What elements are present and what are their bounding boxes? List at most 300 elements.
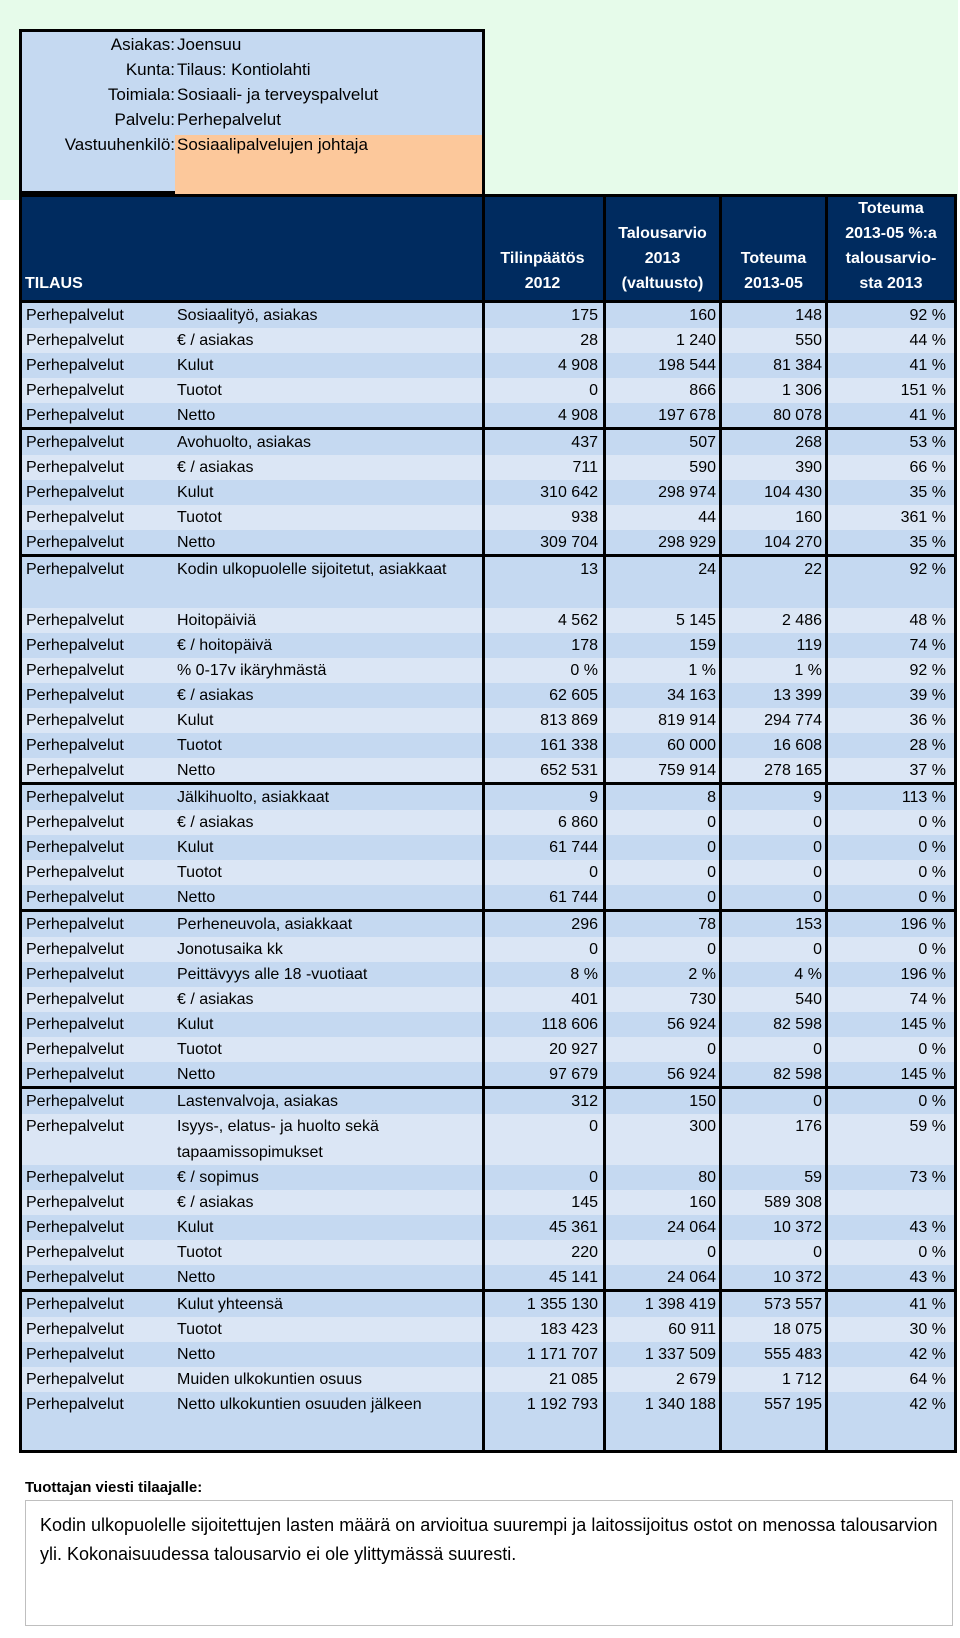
header-toteuma: Toteuma 2013-05 xyxy=(740,250,807,292)
row-measure: Netto xyxy=(177,762,216,779)
table-row xyxy=(22,733,954,758)
value-tilinpaatos-2012: 21 085 xyxy=(549,1371,598,1388)
value-toteuma-percent: 0 % xyxy=(918,1244,946,1261)
info-row xyxy=(22,82,482,108)
row-measure: Kodin ulkopuolelle sijoitetut, asiakkaat xyxy=(177,561,447,578)
value-toteuma-2013-05: 160 xyxy=(795,509,822,526)
value-toteuma-2013-05: 10 372 xyxy=(773,1219,822,1236)
value-talousarvio-2013: 34 163 xyxy=(667,687,716,704)
row-measure: Kulut xyxy=(177,357,214,374)
value-tilinpaatos-2012: 0 xyxy=(589,382,598,399)
value-toteuma-2013-05: 16 608 xyxy=(773,737,822,754)
value-toteuma-2013-05: 119 xyxy=(796,637,822,654)
value-tilinpaatos-2012: 8 % xyxy=(570,966,598,983)
value-tilinpaatos-2012: 6 860 xyxy=(557,814,598,831)
row-service: Perhepalvelut xyxy=(26,612,124,629)
row-service: Perhepalvelut xyxy=(26,762,124,779)
row-measure: Sosiaalityö, asiakas xyxy=(177,307,318,324)
value-toteuma-percent: 53 % xyxy=(909,434,946,451)
value-talousarvio-2013: 298 929 xyxy=(658,534,716,551)
value-toteuma-percent: 151 % xyxy=(900,382,946,399)
table-row xyxy=(22,1289,954,1317)
value-toteuma-2013-05: 550 xyxy=(795,332,822,349)
row-measure: Perheneuvola, asiakkaat xyxy=(177,916,353,933)
info-label: Asiakas: xyxy=(110,35,175,54)
value-toteuma-percent: 73 % xyxy=(909,1169,946,1186)
value-toteuma-2013-05: 18 075 xyxy=(773,1321,822,1338)
row-service: Perhepalvelut xyxy=(26,1169,124,1186)
value-tilinpaatos-2012: 312 xyxy=(571,1093,598,1110)
row-measure: Netto xyxy=(177,1346,216,1363)
value-toteuma-2013-05: 0 xyxy=(813,941,822,958)
value-toteuma-percent: 48 % xyxy=(909,612,946,629)
info-label: Toimiala: xyxy=(107,85,175,104)
value-talousarvio-2013: 1 337 509 xyxy=(644,1346,716,1363)
value-toteuma-2013-05: 278 165 xyxy=(764,762,822,779)
value-talousarvio-2013: 0 xyxy=(707,864,716,881)
value-tilinpaatos-2012: 0 xyxy=(589,1169,598,1186)
value-toteuma-percent: 42 % xyxy=(909,1396,946,1413)
row-service: Perhepalvelut xyxy=(26,991,124,1008)
table-row xyxy=(22,1165,954,1190)
table-row xyxy=(22,554,954,608)
table-row xyxy=(22,303,954,328)
row-measure: Tuotot xyxy=(177,1321,222,1338)
value-tilinpaatos-2012: 309 704 xyxy=(540,534,598,551)
value-toteuma-percent: 35 % xyxy=(909,534,946,551)
row-measure: Kulut xyxy=(177,1219,214,1236)
value-toteuma-percent: 74 % xyxy=(909,991,946,1008)
table-row xyxy=(22,810,954,835)
row-measure: Netto xyxy=(177,1066,216,1083)
row-measure: Netto xyxy=(177,407,216,424)
table-row xyxy=(22,1392,954,1417)
value-talousarvio-2013: 8 xyxy=(707,789,716,806)
row-measure: Netto xyxy=(177,1269,216,1286)
row-service: Perhepalvelut xyxy=(26,332,124,349)
value-talousarvio-2013: 2 679 xyxy=(675,1371,716,1388)
value-talousarvio-2013: 24 064 xyxy=(667,1219,716,1236)
value-tilinpaatos-2012: 401 xyxy=(571,991,598,1008)
value-toteuma-percent: 145 % xyxy=(900,1066,946,1083)
row-service: Perhepalvelut xyxy=(26,1371,124,1388)
info-row xyxy=(22,107,482,133)
table-row xyxy=(22,608,954,633)
value-toteuma-2013-05: 1 712 xyxy=(781,1371,822,1388)
row-measure: % 0-17v ikäryhmästä xyxy=(177,662,327,679)
table-row xyxy=(22,758,954,783)
value-toteuma-percent: 30 % xyxy=(909,1321,946,1338)
value-toteuma-2013-05: 9 xyxy=(813,789,822,806)
column-divider xyxy=(825,197,828,1450)
value-talousarvio-2013: 819 914 xyxy=(658,712,716,729)
table-row xyxy=(22,353,954,378)
table-row xyxy=(22,505,954,530)
info-label: Vastuuhenkilö: xyxy=(64,135,175,154)
value-talousarvio-2013: 0 xyxy=(707,889,716,906)
row-measure: Isyys-, elatus- ja huolto sekä tapaamissopimukset xyxy=(177,1118,379,1161)
value-toteuma-percent: 43 % xyxy=(909,1219,946,1236)
value-toteuma-2013-05: 573 557 xyxy=(764,1296,822,1313)
value-talousarvio-2013: 2 % xyxy=(688,966,716,983)
value-toteuma-percent: 64 % xyxy=(909,1371,946,1388)
value-talousarvio-2013: 759 914 xyxy=(658,762,716,779)
info-panel xyxy=(19,29,485,194)
value-talousarvio-2013: 0 xyxy=(707,1244,716,1261)
row-service: Perhepalvelut xyxy=(26,307,124,324)
value-tilinpaatos-2012: 0 xyxy=(589,1118,598,1135)
table-row xyxy=(22,1114,954,1165)
row-measure: Muiden ulkokuntien osuus xyxy=(177,1371,363,1388)
row-service: Perhepalvelut xyxy=(26,1066,124,1083)
row-service: Perhepalvelut xyxy=(26,407,124,424)
row-service: Perhepalvelut xyxy=(26,1346,124,1363)
value-toteuma-2013-05: 82 598 xyxy=(773,1016,822,1033)
value-toteuma-percent: 41 % xyxy=(909,357,946,374)
row-measure: Kulut xyxy=(177,1016,214,1033)
row-service: Perhepalvelut xyxy=(26,916,124,933)
value-talousarvio-2013: 60 911 xyxy=(668,1321,716,1338)
value-toteuma-percent: 35 % xyxy=(909,484,946,501)
row-measure: Netto xyxy=(177,889,216,906)
header-talousarvio: Talousarvio 2013 (valtuusto) xyxy=(618,225,707,292)
row-measure: Tuotot xyxy=(177,864,222,881)
table-row xyxy=(22,782,954,810)
row-service: Perhepalvelut xyxy=(26,966,124,983)
value-talousarvio-2013: 60 000 xyxy=(667,737,716,754)
row-service: Perhepalvelut xyxy=(26,662,124,679)
value-toteuma-percent: 92 % xyxy=(909,307,946,324)
value-toteuma-percent: 43 % xyxy=(909,1269,946,1286)
info-value: Sosiaali- ja terveyspalvelut xyxy=(177,85,379,104)
value-toteuma-2013-05: 0 xyxy=(813,864,822,881)
row-service: Perhepalvelut xyxy=(26,1296,124,1313)
value-toteuma-2013-05: 1 306 xyxy=(781,382,822,399)
value-toteuma-2013-05: 294 774 xyxy=(764,712,822,729)
value-toteuma-percent: 0 % xyxy=(918,864,946,881)
row-service: Perhepalvelut xyxy=(26,712,124,729)
table-row xyxy=(22,987,954,1012)
info-row xyxy=(22,132,482,158)
value-toteuma-percent: 0 % xyxy=(918,889,946,906)
value-toteuma-percent: 59 % xyxy=(909,1118,946,1135)
value-toteuma-2013-05: 0 xyxy=(813,814,822,831)
info-row xyxy=(22,32,482,58)
row-measure: € / hoitopäivä xyxy=(177,637,273,654)
info-label: Palvelu: xyxy=(114,110,175,129)
row-service: Perhepalvelut xyxy=(26,561,124,578)
table-row xyxy=(22,1190,954,1215)
table-row xyxy=(22,328,954,353)
row-service: Perhepalvelut xyxy=(26,941,124,958)
row-service: Perhepalvelut xyxy=(26,1194,124,1211)
report-table xyxy=(19,194,957,1453)
value-tilinpaatos-2012: 0 xyxy=(589,941,598,958)
value-toteuma-percent: 92 % xyxy=(909,561,946,578)
table-row xyxy=(22,427,954,455)
value-talousarvio-2013: 0 xyxy=(707,941,716,958)
row-measure: € / sopimus xyxy=(177,1169,259,1186)
value-toteuma-percent: 0 % xyxy=(918,1041,946,1058)
column-divider xyxy=(603,197,606,1450)
value-toteuma-2013-05: 81 384 xyxy=(773,357,822,374)
row-service: Perhepalvelut xyxy=(26,737,124,754)
value-talousarvio-2013: 0 xyxy=(707,814,716,831)
value-tilinpaatos-2012: 437 xyxy=(571,434,598,451)
value-tilinpaatos-2012: 1 355 130 xyxy=(526,1296,598,1313)
row-measure: Tuotot xyxy=(177,509,222,526)
row-measure: Peittävyys alle 18 -vuotiaat xyxy=(177,966,368,983)
value-toteuma-percent: 196 % xyxy=(900,916,946,933)
table-header xyxy=(22,197,954,303)
value-toteuma-percent: 44 % xyxy=(909,332,946,349)
value-talousarvio-2013: 44 xyxy=(698,509,716,526)
info-value: Perhepalvelut xyxy=(177,110,281,129)
value-toteuma-2013-05: 176 xyxy=(795,1118,822,1135)
value-talousarvio-2013: 24 064 xyxy=(667,1269,716,1286)
header-tilinpaatos: Tilinpäätös 2012 xyxy=(500,250,585,292)
value-toteuma-2013-05: 390 xyxy=(795,459,822,476)
value-talousarvio-2013: 78 xyxy=(698,916,716,933)
header-toteuma-pct: Toteuma 2013-05 %:a talousarvio- sta 2013 xyxy=(845,200,937,292)
row-measure: Kulut yhteensä xyxy=(177,1296,283,1313)
row-measure: € / asiakas xyxy=(177,1194,254,1211)
value-toteuma-percent: 0 % xyxy=(918,941,946,958)
row-service: Perhepalvelut xyxy=(26,1016,124,1033)
row-measure: Jonotusaika kk xyxy=(177,941,283,958)
row-measure: Hoitopäiviä xyxy=(177,612,257,629)
value-tilinpaatos-2012: 97 679 xyxy=(549,1066,598,1083)
value-talousarvio-2013: 866 xyxy=(689,382,716,399)
message-title: Tuottajan viesti tilaajalle: xyxy=(25,1479,203,1496)
info-value: Sosiaalipalvelujen johtaja xyxy=(177,135,368,154)
value-talousarvio-2013: 590 xyxy=(689,459,716,476)
value-toteuma-percent: 74 % xyxy=(909,637,946,654)
value-talousarvio-2013: 1 240 xyxy=(675,332,716,349)
value-toteuma-percent: 113 % xyxy=(901,789,946,806)
value-tilinpaatos-2012: 652 531 xyxy=(540,762,598,779)
value-toteuma-2013-05: 557 195 xyxy=(764,1396,822,1413)
value-tilinpaatos-2012: 310 642 xyxy=(540,484,598,501)
value-tilinpaatos-2012: 183 423 xyxy=(540,1321,598,1338)
value-tilinpaatos-2012: 296 xyxy=(571,916,598,933)
table-row xyxy=(22,1367,954,1392)
value-toteuma-percent: 28 % xyxy=(909,737,946,754)
value-talousarvio-2013: 0 xyxy=(707,1041,716,1058)
value-tilinpaatos-2012: 61 744 xyxy=(549,839,598,856)
row-service: Perhepalvelut xyxy=(26,637,124,654)
row-service: Perhepalvelut xyxy=(26,1093,124,1110)
row-service: Perhepalvelut xyxy=(26,357,124,374)
value-talousarvio-2013: 24 xyxy=(698,561,716,578)
value-toteuma-2013-05: 104 430 xyxy=(764,484,822,501)
value-toteuma-2013-05: 59 xyxy=(804,1169,822,1186)
value-talousarvio-2013: 0 xyxy=(707,839,716,856)
table-row xyxy=(22,480,954,505)
value-tilinpaatos-2012: 1 192 793 xyxy=(526,1396,598,1413)
value-toteuma-percent: 92 % xyxy=(909,662,946,679)
value-tilinpaatos-2012: 178 xyxy=(571,637,598,654)
row-measure: € / asiakas xyxy=(177,814,254,831)
row-measure: Netto xyxy=(177,534,216,551)
row-service: Perhepalvelut xyxy=(26,1321,124,1338)
value-toteuma-2013-05: 148 xyxy=(795,307,822,324)
value-tilinpaatos-2012: 118 606 xyxy=(541,1016,598,1033)
table-row xyxy=(22,683,954,708)
value-talousarvio-2013: 80 xyxy=(698,1169,716,1186)
value-tilinpaatos-2012: 0 xyxy=(589,864,598,881)
value-tilinpaatos-2012: 4 562 xyxy=(557,612,598,629)
table-row xyxy=(22,1037,954,1062)
value-toteuma-percent: 39 % xyxy=(909,687,946,704)
value-tilinpaatos-2012: 0 % xyxy=(570,662,598,679)
row-measure: Lastenvalvoja, asiakas xyxy=(177,1093,338,1110)
value-toteuma-2013-05: 2 486 xyxy=(781,612,822,629)
value-toteuma-2013-05: 589 308 xyxy=(764,1194,822,1211)
value-tilinpaatos-2012: 145 xyxy=(571,1194,598,1211)
row-measure: Tuotot xyxy=(177,1041,222,1058)
column-divider xyxy=(482,197,485,1450)
row-measure: € / asiakas xyxy=(177,991,254,1008)
value-toteuma-2013-05: 0 xyxy=(813,1244,822,1261)
row-service: Perhepalvelut xyxy=(26,382,124,399)
value-toteuma-percent: 361 % xyxy=(900,509,946,526)
value-talousarvio-2013: 56 924 xyxy=(667,1066,716,1083)
info-value: Joensuu xyxy=(177,35,242,54)
row-service: Perhepalvelut xyxy=(26,534,124,551)
value-talousarvio-2013: 300 xyxy=(689,1118,716,1135)
row-measure: Kulut xyxy=(177,839,214,856)
row-service: Perhepalvelut xyxy=(26,459,124,476)
value-toteuma-2013-05: 4 % xyxy=(794,966,822,983)
value-tilinpaatos-2012: 13 xyxy=(580,561,598,578)
value-toteuma-percent: 42 % xyxy=(909,1346,946,1363)
message-text: Kodin ulkopuolelle sijoitettujen lasten määrä on arvioitua suurempi ja laitossijoitus ostot on menossa talousarvion yli. Kokonaisuudessa talousarvio ei ole ylittymässä suuresti. xyxy=(40,1515,938,1564)
row-service: Perhepalvelut xyxy=(26,1118,124,1135)
value-talousarvio-2013: 198 544 xyxy=(658,357,716,374)
message-box xyxy=(25,1500,953,1626)
table-row xyxy=(22,1215,954,1240)
value-tilinpaatos-2012: 61 744 xyxy=(549,889,598,906)
value-toteuma-percent: 41 % xyxy=(909,1296,946,1313)
row-service: Perhepalvelut xyxy=(26,509,124,526)
table-row xyxy=(22,708,954,733)
row-service: Perhepalvelut xyxy=(26,1041,124,1058)
row-service: Perhepalvelut xyxy=(26,434,124,451)
value-talousarvio-2013: 150 xyxy=(689,1093,716,1110)
value-tilinpaatos-2012: 161 338 xyxy=(540,737,598,754)
row-service: Perhepalvelut xyxy=(26,1269,124,1286)
value-toteuma-percent: 0 % xyxy=(918,839,946,856)
value-tilinpaatos-2012: 4 908 xyxy=(557,357,598,374)
table-row xyxy=(22,658,954,683)
value-tilinpaatos-2012: 220 xyxy=(571,1244,598,1261)
value-toteuma-2013-05: 10 372 xyxy=(773,1269,822,1286)
value-tilinpaatos-2012: 175 xyxy=(571,307,598,324)
row-measure: Kulut xyxy=(177,484,214,501)
table-row xyxy=(22,937,954,962)
table-row xyxy=(22,860,954,885)
value-tilinpaatos-2012: 9 xyxy=(589,789,598,806)
value-toteuma-2013-05: 22 xyxy=(804,561,822,578)
value-toteuma-2013-05: 153 xyxy=(795,916,822,933)
row-measure: € / asiakas xyxy=(177,459,254,476)
row-measure: Jälkihuolto, asiakkaat xyxy=(177,789,330,806)
row-measure: Tuotot xyxy=(177,1244,222,1261)
column-divider xyxy=(719,197,722,1450)
row-service: Perhepalvelut xyxy=(26,687,124,704)
value-toteuma-percent: 196 % xyxy=(900,966,946,983)
table-row xyxy=(22,633,954,658)
table-row xyxy=(22,885,954,910)
value-toteuma-percent: 41 % xyxy=(909,407,946,424)
value-toteuma-2013-05: 0 xyxy=(813,889,822,906)
table-row xyxy=(22,1317,954,1342)
value-toteuma-2013-05: 540 xyxy=(795,991,822,1008)
value-tilinpaatos-2012: 28 xyxy=(580,332,598,349)
value-talousarvio-2013: 159 xyxy=(689,637,716,654)
row-service: Perhepalvelut xyxy=(26,1219,124,1236)
row-measure: € / asiakas xyxy=(177,687,254,704)
table-row xyxy=(22,1086,954,1114)
value-toteuma-2013-05: 555 483 xyxy=(764,1346,822,1363)
row-service: Perhepalvelut xyxy=(26,789,124,806)
table-row xyxy=(22,1012,954,1037)
value-toteuma-2013-05: 0 xyxy=(813,1041,822,1058)
value-tilinpaatos-2012: 711 xyxy=(572,459,598,476)
table-row xyxy=(22,909,954,937)
value-tilinpaatos-2012: 20 927 xyxy=(549,1041,598,1058)
header-tilaus: TILAUS xyxy=(25,275,83,292)
value-toteuma-percent: 37 % xyxy=(909,762,946,779)
value-toteuma-percent: 145 % xyxy=(900,1016,946,1033)
value-toteuma-2013-05: 0 xyxy=(813,1093,822,1110)
value-toteuma-2013-05: 268 xyxy=(795,434,822,451)
value-talousarvio-2013: 197 678 xyxy=(658,407,716,424)
row-service: Perhepalvelut xyxy=(26,864,124,881)
table-row xyxy=(22,403,954,428)
row-service: Perhepalvelut xyxy=(26,1396,124,1413)
value-tilinpaatos-2012: 4 908 xyxy=(557,407,598,424)
value-toteuma-2013-05: 1 % xyxy=(794,662,822,679)
row-measure: Avohuolto, asiakas xyxy=(177,434,312,451)
value-talousarvio-2013: 5 145 xyxy=(675,612,716,629)
row-service: Perhepalvelut xyxy=(26,814,124,831)
table-row xyxy=(22,835,954,860)
value-toteuma-2013-05: 80 078 xyxy=(773,407,822,424)
value-toteuma-2013-05: 104 270 xyxy=(764,534,822,551)
value-tilinpaatos-2012: 1 171 707 xyxy=(526,1346,598,1363)
row-service: Perhepalvelut xyxy=(26,1244,124,1261)
value-toteuma-percent: 66 % xyxy=(909,459,946,476)
table-row xyxy=(22,1062,954,1087)
table-row xyxy=(22,455,954,480)
value-toteuma-percent: 36 % xyxy=(909,712,946,729)
value-talousarvio-2013: 160 xyxy=(689,1194,716,1211)
value-toteuma-2013-05: 0 xyxy=(813,839,822,856)
table-row xyxy=(22,1240,954,1265)
value-talousarvio-2013: 1 340 188 xyxy=(644,1396,716,1413)
row-measure: Netto ulkokuntien osuuden jälkeen xyxy=(177,1396,422,1413)
value-toteuma-percent: 0 % xyxy=(918,814,946,831)
value-toteuma-percent: 0 % xyxy=(918,1093,946,1110)
table-row xyxy=(22,530,954,555)
info-label: Kunta: xyxy=(125,60,175,79)
row-measure: € / asiakas xyxy=(177,332,254,349)
table-row xyxy=(22,962,954,987)
value-tilinpaatos-2012: 813 869 xyxy=(540,712,598,729)
info-value: Tilaus: Kontiolahti xyxy=(177,60,311,79)
